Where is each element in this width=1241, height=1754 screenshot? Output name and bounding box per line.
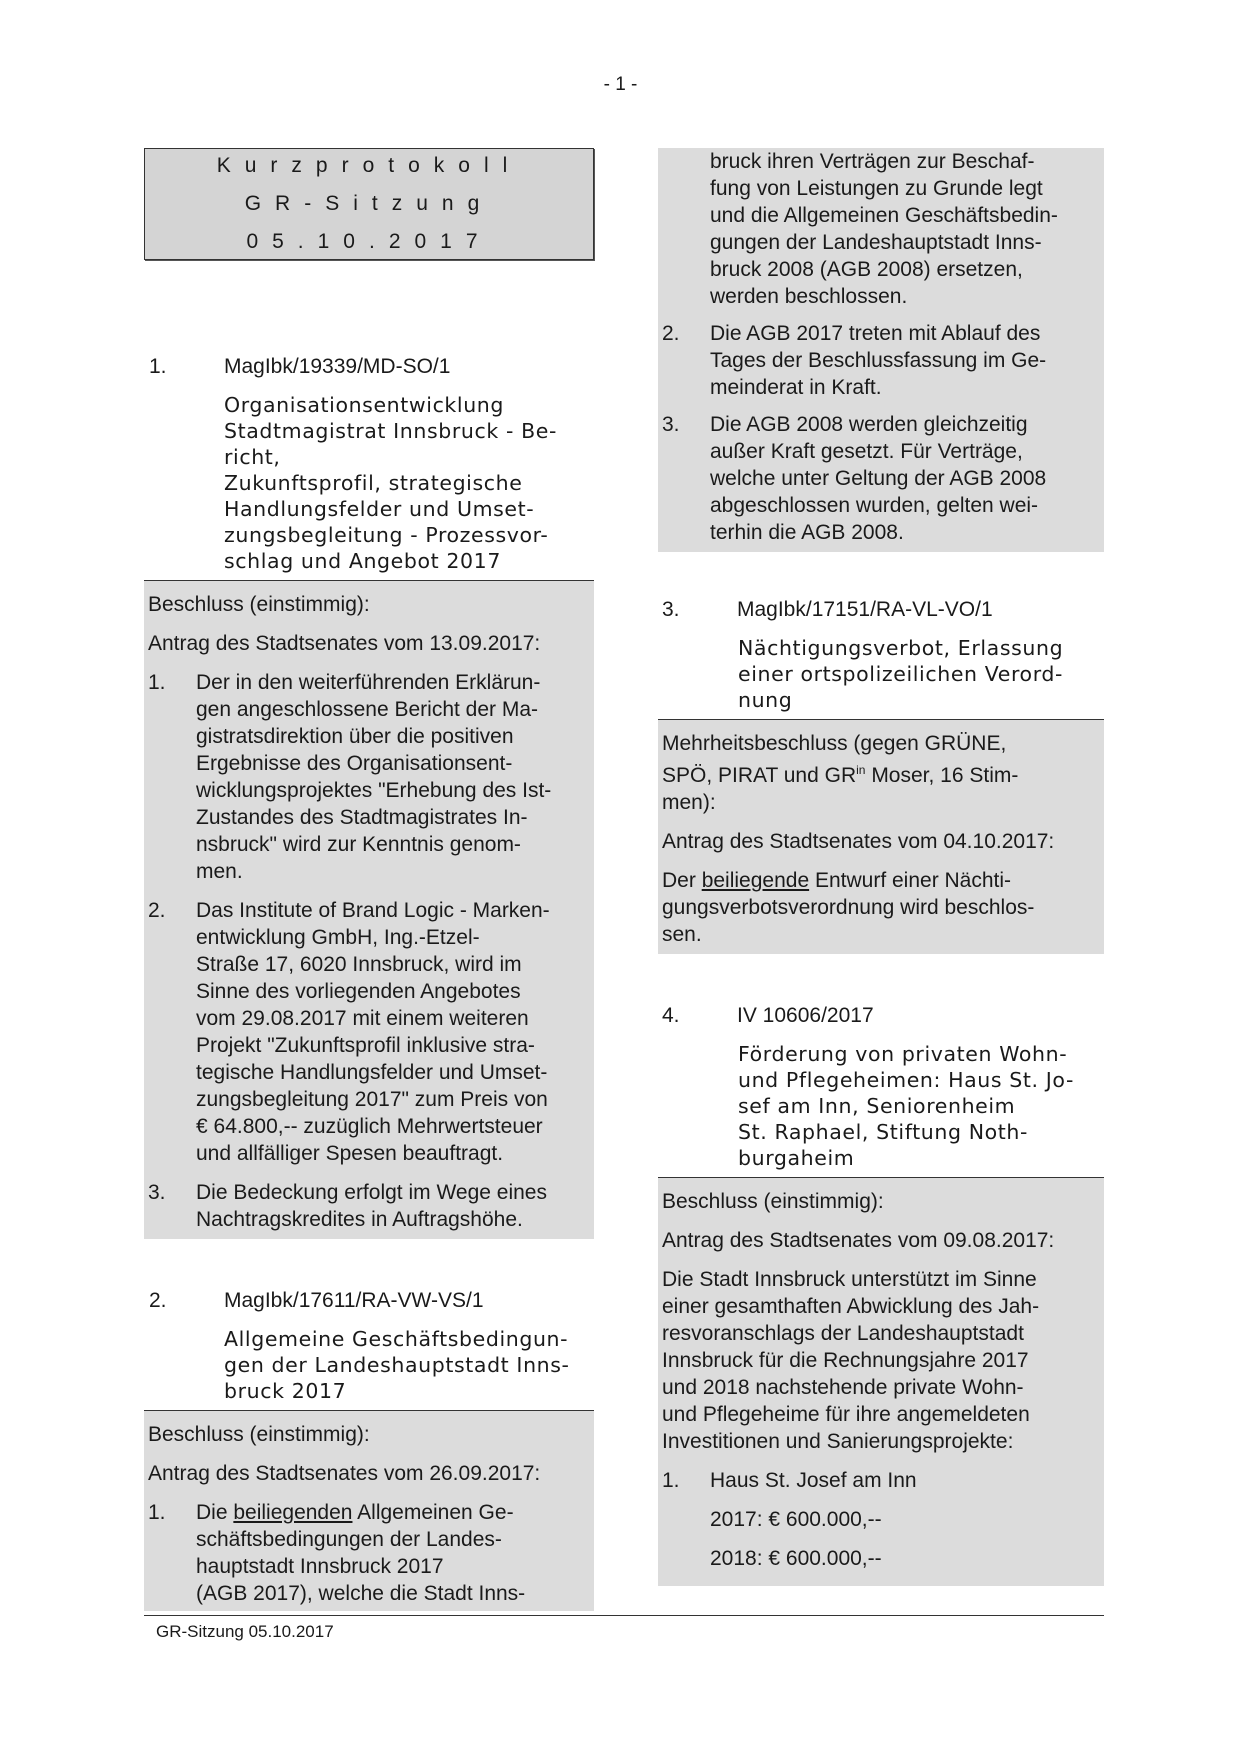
- text-line: (AGB 2017), welche die Stadt Inns-: [196, 1582, 526, 1605]
- decision-box: [144, 581, 594, 1239]
- item-subject: [224, 1326, 594, 1404]
- text-line: abgeschlossen wurden, gelten wei-: [710, 494, 1039, 517]
- title-box: [144, 148, 594, 260]
- list-number: 1.: [148, 1501, 166, 1524]
- text-line: Das Institute of Brand Logic - Marken-: [196, 899, 550, 922]
- facility-name: Haus St. Josef am Inn: [710, 1469, 917, 1492]
- item-code: IV 10606/2017: [737, 1004, 874, 1027]
- footer-text: GR-Sitzung 05.10.2017: [156, 1622, 334, 1641]
- text-line: Nachtragskredites in Auftragshöhe.: [196, 1208, 523, 1231]
- motion-date: Antrag des Stadtsenates vom 04.10.2017:: [662, 830, 1055, 853]
- text-line: vom 29.08.2017 mit einem weiteren: [196, 1007, 529, 1030]
- list-item: [662, 320, 1100, 401]
- list-item-continued: [710, 148, 1100, 310]
- text-line: terhin die AGB 2008.: [710, 521, 904, 544]
- agenda-item-2: [144, 1287, 594, 1611]
- resolution-text: Die Stadt Innsbruck unterstützt im Sinne einer gesamthaften Abwicklung des Jah- resvoranschlags der Landeshauptstadt Innsbruck für die Rechnungsjahre 2017 und 2018 nachstehende private Wohn- und Pflegeheime für ihre angemeldeten Investitionen und Sanierungsprojekte:: [662, 1268, 1040, 1453]
- text-line: nsbruck" wird zur Kenntnis genom-: [196, 833, 521, 856]
- decision-box: [658, 1178, 1104, 1586]
- title-line-2: GR-Sitzung: [244, 192, 494, 215]
- subject-line: schlag und Angebot 2017: [224, 549, 501, 573]
- item-header: [658, 1002, 1104, 1029]
- text-line: entwicklung GmbH, Ing.-Etzel-: [196, 926, 480, 949]
- list-item: [148, 897, 590, 1167]
- item-header: [658, 596, 1104, 623]
- text-line: zungsbegleitung 2017" zum Preis von: [196, 1088, 548, 1111]
- list-item: [148, 1499, 590, 1607]
- item-subject: [738, 635, 1104, 713]
- decision-type: Beschluss (einstimmig):: [148, 1423, 370, 1446]
- item-header: [144, 353, 594, 380]
- decision-type: Mehrheitsbeschluss (gegen GRÜNE, SPÖ, PIRAT und $GR^{in}$ Moser, 16 Stim- men):: [662, 732, 1019, 814]
- item-code: MagIbk/17151/RA-VL-VO/1: [737, 598, 993, 621]
- text-line: werden beschlossen.: [710, 285, 908, 308]
- text-line: € 64.800,-- zuzüglich Mehrwertsteuer: [196, 1115, 543, 1138]
- text-line: bruck ihren Verträgen zur Beschaf-: [710, 150, 1035, 173]
- text-line: Die Bedeckung erfolgt im Wege eines: [196, 1181, 547, 1204]
- subject-line: Allgemeine Geschäftsbedingun-: [224, 1327, 569, 1351]
- subject-line: Nächtigungsverbot, Erlassung: [738, 636, 1064, 660]
- text-line: bruck 2008 (AGB 2008) ersetzen,: [710, 258, 1023, 281]
- agenda-item-4: [658, 1002, 1104, 1586]
- subject-line: nung: [738, 688, 793, 712]
- item-number: 2.: [149, 1289, 167, 1312]
- right-column: [658, 148, 1104, 1586]
- subject-line: Handlungsfelder und Umset-: [224, 497, 535, 521]
- text-line: Sinne des vorliegenden Angebotes: [196, 980, 521, 1003]
- list-item: [662, 1467, 1100, 1494]
- item-code: MagIbk/17611/RA-VW-VS/1: [224, 1289, 484, 1312]
- item-subject: [738, 1041, 1104, 1171]
- item-code: MagIbk/19339/MD-SO/1: [224, 355, 451, 378]
- title-line-3: 05.10.2017: [246, 230, 492, 253]
- text-line: welche unter Geltung der AGB 2008: [710, 467, 1047, 490]
- text-line: Zustandes des Stadtmagistrates In-: [196, 806, 528, 829]
- text-line: tegische Handlungsfelder und Umset-: [196, 1061, 548, 1084]
- text-line: und die Allgemeinen Geschäftsbedin-: [710, 204, 1058, 227]
- text-line: Die AGB 2008 werden gleichzeitig: [710, 413, 1028, 436]
- decision-type: Beschluss (einstimmig):: [662, 1190, 884, 1213]
- decision-box: [658, 720, 1104, 954]
- subject-line: St. Raphael, Stiftung Noth-: [738, 1120, 1029, 1144]
- text-line: fung von Leistungen zu Grunde legt: [710, 177, 1043, 200]
- subject-line: richt,: [224, 445, 281, 469]
- subject-line: Zukunftsprofil, strategische: [224, 471, 523, 495]
- list-item: [148, 669, 590, 885]
- text-line: Projekt "Zukunftsprofil inklusive stra-: [196, 1034, 535, 1057]
- subject-line: bruck 2017: [224, 1379, 347, 1403]
- item-header: [144, 1287, 594, 1314]
- subject-line: und Pflegeheimen: Haus St. Jo-: [738, 1068, 1074, 1092]
- text-line: wicklungsprojektes "Erhebung des Ist-: [196, 779, 552, 802]
- text-line: Straße 17, 6020 Innsbruck, wird im: [196, 953, 522, 976]
- text-line: gistratsdirektion über die positiven: [196, 725, 514, 748]
- item-number: 3.: [662, 598, 680, 621]
- text-line: Tages der Beschlussfassung im Ge-: [710, 349, 1047, 372]
- list-item: [148, 1179, 590, 1239]
- agenda-item-3: [658, 596, 1104, 954]
- title-line-1: Kurzprotokoll: [216, 154, 522, 177]
- subject-line: burgaheim: [738, 1146, 855, 1170]
- text-line: gen angeschlossene Bericht der Ma-: [196, 698, 539, 721]
- text-line: gungen der Landeshauptstadt Inns-: [710, 231, 1042, 254]
- text-line: schäftsbedingungen der Landes-: [196, 1528, 502, 1551]
- subject-line: Förderung von privaten Wohn-: [738, 1042, 1068, 1066]
- motion-date: Antrag des Stadtsenates vom 26.09.2017:: [148, 1462, 541, 1485]
- item-number: 1.: [149, 355, 167, 378]
- text-line: Ergebnisse des Organisationsent-: [196, 752, 513, 775]
- motion-date: Antrag des Stadtsenates vom 13.09.2017:: [148, 632, 541, 655]
- list-number: 3.: [148, 1181, 166, 1204]
- subject-line: gen der Landeshauptstadt Inns-: [224, 1353, 570, 1377]
- subject-line: Organisationsentwicklung: [224, 393, 504, 417]
- list-number: 1.: [148, 671, 166, 694]
- subject-line: Stadtmagistrat Innsbruck - Be-: [224, 419, 557, 443]
- decision-box-continued: [658, 148, 1104, 552]
- text-line: men.: [196, 860, 243, 883]
- text-line: und allfälliger Spesen beauftragt.: [196, 1142, 504, 1165]
- text-line: Der in den weiterführenden Erklärun-: [196, 671, 541, 694]
- resolution-text: Der beiliegende Entwurf einer Nächti- gungsverbotsverordnung wird beschlos- sen.: [662, 869, 1035, 946]
- agenda-item-1: [144, 353, 594, 1239]
- page-number: - 1 -: [603, 74, 638, 95]
- decision-box: [144, 1411, 594, 1611]
- text-line: Die beiliegenden Allgemeinen Ge-: [196, 1501, 514, 1524]
- text-line: außer Kraft gesetzt. Für Verträge,: [710, 440, 1023, 463]
- list-number: 2.: [662, 322, 680, 345]
- item-subject: [224, 392, 594, 574]
- motion-date: Antrag des Stadtsenates vom 09.08.2017:: [662, 1229, 1055, 1252]
- list-item: [662, 411, 1100, 546]
- attachment-link[interactable]: beiliegenden: [233, 1501, 353, 1524]
- amount-2017: 2017: € 600.000,--: [710, 1508, 882, 1531]
- left-column: [144, 148, 594, 1611]
- attachment-link[interactable]: beiliegende: [701, 869, 810, 892]
- item-number: 4.: [662, 1004, 680, 1027]
- list-number: 2.: [148, 899, 166, 922]
- list-number: 3.: [662, 413, 680, 436]
- decision-type: Beschluss (einstimmig):: [148, 593, 370, 616]
- subject-line: zungsbegleitung - Prozessvor-: [224, 523, 549, 547]
- list-number: 1.: [662, 1469, 680, 1492]
- subject-line: einer ortspolizeilichen Verord-: [738, 662, 1063, 686]
- page-footer: [144, 1615, 1104, 1642]
- amount-2018: 2018: € 600.000,--: [710, 1547, 882, 1570]
- text-line: meinderat in Kraft.: [710, 376, 882, 399]
- text-line: hauptstadt Innsbruck 2017: [196, 1555, 444, 1578]
- subject-line: sef am Inn, Seniorenheim: [738, 1094, 1016, 1118]
- text-line: Die AGB 2017 treten mit Ablauf des: [710, 322, 1041, 345]
